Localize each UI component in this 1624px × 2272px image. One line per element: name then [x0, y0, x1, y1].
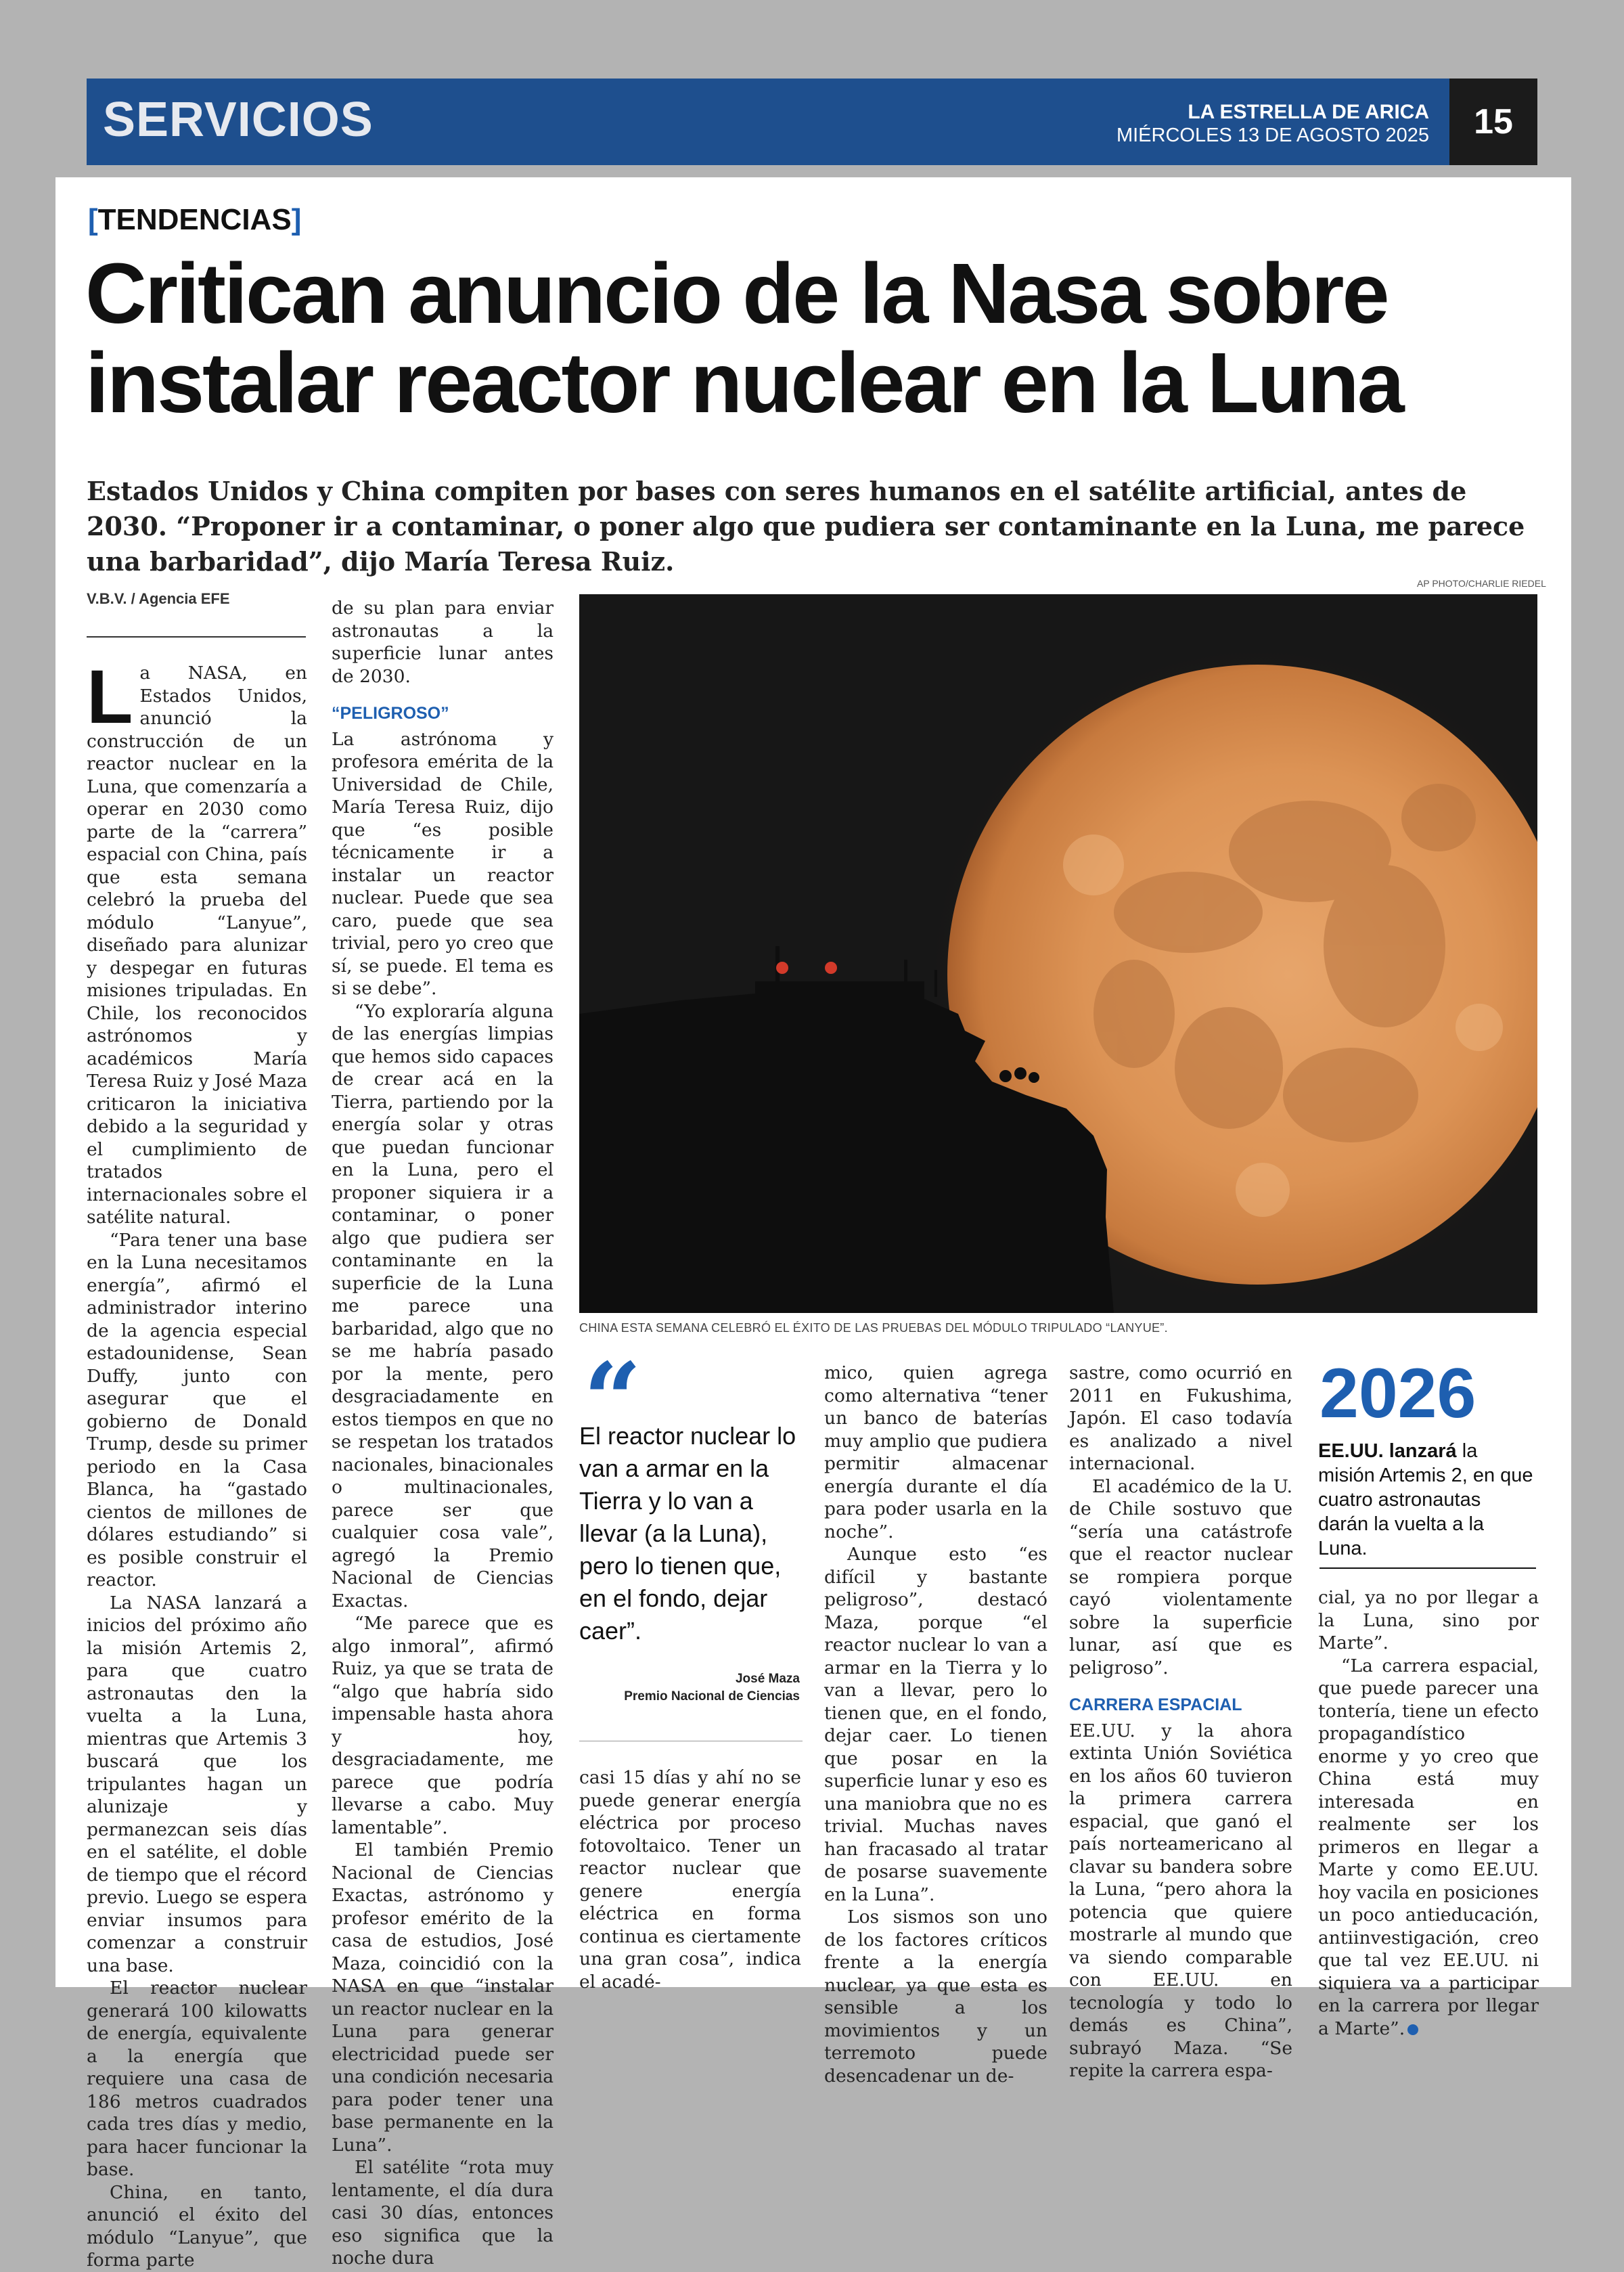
- kicker-label: TENDENCIAS: [97, 203, 292, 236]
- paragraph: Aunque esto “es difícil y bastante peligroso”, destacó Maza, porque “el reactor nuclear lo van a armar en la Tierra y lo van a llevar, pero lo tienen que, en el fondo, dejar caer. Lo tienen que posar en la superficie lunar y eso es una maniobra que no es trivial. Muchas naves han fracasado al tratar de posarse suavemente en la Luna”.: [824, 1544, 1047, 1905]
- newspaper-name: LA ESTRELLA DE ARICA: [1188, 101, 1429, 123]
- byline-divider: [87, 636, 306, 638]
- beacon-light: [776, 962, 788, 974]
- beacon-light: [825, 962, 837, 974]
- paragraph: La astrónoma y profesora emérita de la Universidad de Chile, María Teresa Ruiz, dijo que “es posible técnicamente ir a instalar un reactor nuclear. Puede que sea caro, puede que sea trivial, pero yo creo que sí, se puede. El tema es si se debe”.: [332, 728, 554, 999]
- paragraph: “Yo exploraría alguna de las energías limpias que hemos sido capaces de crear acá en la Tierra, partiendo por la energía solar y otras que puedan funcionar en la Luna, pero el proponer siquiera ir a contaminar, o poner algo que pudiera ser contaminante en la superficie de la Luna me parece una barbaridad, algo que no se me habría pasado por la mente, pero desgraciadamente en estos tiempos en que no se respetan los tratados nacionales, binacionales o multinacionales, parece ser que cualquier cosa vale”, agregó la Premio Nacional de Ciencias Exactas.: [332, 1000, 554, 1611]
- subheading-peligroso: “PELIGROSO”: [332, 704, 449, 723]
- lede: Estados Unidos y China compiten por bases con seres humanos en el satélite artificial, antes de 2030. “Proponer ir a contaminar, o poner algo que pudiera ser contaminante en la Luna, me parece una barbaridad”, dijo María Teresa Ruiz.: [87, 476, 1525, 577]
- pull-quote: El reactor nuclear lo van a armar en la Tierra y lo van a llevar (a la Luna), pero lo tienen que, en el fondo, dejar caer”.: [579, 1422, 796, 1645]
- paragraph: “Me parece que es algo inmoral”, afirmó Ruiz, ya que se trata de “algo que habría sido impensable hasta ahora y hoy, desgraciadamente, me parece que podría llevarse a cabo. Muy lamentable”.: [332, 1613, 554, 1838]
- photo-caption: CHINA ESTA SEMANA CELEBRÓ EL ÉXITO DE LAS PRUEBAS DEL MÓDULO TRIPULADO “LANYUE”.: [579, 1321, 1168, 1335]
- quote-author-role: Premio Nacional de Ciencias: [624, 1689, 800, 1703]
- paragraph: El reactor nuclear generará 100 kilowatts de energía, equivalente a la energía que requiere una casa de 186 metros cuadrados cada tres días y medio, para hacer funcionar la base.: [87, 1978, 307, 2180]
- paragraph: casi 15 días y ahí no se puede generar energía eléctrica por proceso fotovoltaico. Tener un reactor nuclear que genere energía eléctrica en forma continua es ciertamente una gran cosa”, indica el acadé-: [579, 1767, 801, 1992]
- paragraph: “La carrera espacial, que puede parecer una tontería, tiene un efecto propagandístico enorme y yo creo que China está muy interesada en realmente ser los primeros en llegar a Marte y como EE.UU. hoy vacila en posiciones un poco antieducación, antiinvestigación, creo que tal vez EE.UU. ni siquiera va a participar en la carrera por llegar a Marte”.: [1318, 1655, 1539, 2039]
- paragraph: sastre, como ocurrió en 2011 en Fukushima, Japón. El caso todavía es analizado a nivel internacional.: [1069, 1362, 1292, 1474]
- paragraph: El satélite “rota muy lentamente, el día dura casi 30 días, entonces eso significa que la noche dura: [332, 2157, 554, 2269]
- subheading-carrera-espacial: CARRERA ESPACIAL: [1069, 1695, 1242, 1714]
- end-mark-icon: [1407, 2024, 1418, 2035]
- byline: V.B.V. / Agencia EFE: [87, 590, 230, 607]
- paragraph: La NASA lanzará a inicios del próximo año la misión Artemis 2, para que cuatro astronautas den la vuelta a la Luna, mientras que Artemis 3 buscará que los tripulantes hagan un alunizaje y permanezcan seis días en el satélite, el doble de tiempo que el récord previo. Luego se espera enviar insumos para comenzar a construir una base.: [87, 1592, 307, 1976]
- paragraph: cial, ya no por llegar a la Luna, sino por Marte”.: [1318, 1587, 1539, 1653]
- paragraph: El académico de la U. de Chile sostuvo que “sería una catástrofe que el reactor nuclear se rompiera porque cayó violentamente sobre la superficie lunar, así que es peligroso”.: [1069, 1475, 1292, 1678]
- highlight-divider: [1320, 1567, 1536, 1569]
- paragraph: “Para tener una base en la Luna necesitamos energía”, afirmó el administrador interino de la agencia especial estadounidense, Sean Duffy, junto con asegurar que el gobierno de Donald Trump, desde su primer periodo en la Casa Blanca, ha “gastado cientos de millones de dólares estudiando” si es posible construir el reactor.: [87, 1229, 307, 1590]
- page-number: 15: [1449, 79, 1537, 165]
- paragraph: China, en tanto, anunció el éxito del módulo “Lanyue”, que forma parte: [87, 2181, 307, 2271]
- drop-cap: L: [87, 654, 133, 739]
- highlight-text: EE.UU. lanzará la misión Artemis 2, en que cuatro astronautas darán la vuelta a la Luna.: [1318, 1440, 1533, 1559]
- section-title: SERVICIOS: [103, 93, 374, 147]
- highlight-year: 2026: [1320, 1354, 1476, 1433]
- person-silhouette: [1029, 1072, 1039, 1083]
- issue-date: MIÉRCOLES 13 DE AGOSTO 2025: [1116, 125, 1429, 146]
- person-silhouette: [1014, 1067, 1027, 1079]
- kicker: [TENDENCIAS]: [88, 203, 302, 236]
- column-3: [579, 1766, 801, 1993]
- person-silhouette: [999, 1070, 1012, 1082]
- moon-photo-image: [579, 594, 1537, 1313]
- paragraph: Los sismos son uno de los factores críticos frente a la energía nuclear, ya que esta es sensible a los movimientos y un terremoto puede desencadenar un de-: [824, 1907, 1047, 2087]
- paragraph: EE.UU. y la ahora extinta Unión Soviética en los años 60 tuvieron la primera carrera espacial, que ganó el país norteamericano al clavar su bandera sobre la Luna, “pero ahora la potencia que quiere mostrarle al mundo que va siendo comparable con EE.UU. en tecnología y todo lo demás es China”, subrayó Maza. “Se repite la carrera espa-: [1069, 1720, 1292, 2081]
- moon-photo: [579, 594, 1537, 1313]
- paragraph: El también Premio Nacional de Ciencias Exactas, astrónomo y profesor emérito de la casa de estudios, José Maza, coincidió con la NASA en que “instalar un reactor nuclear en la Luna para generar electricidad puede ser una condición necesaria para poder tener una base permanente en la Luna”.: [332, 1840, 554, 2156]
- paragraph: La NASA, en Estados Unidos, anunció la construcción de un reactor nuclear en la Luna, que comenzaría a operar en 2030 como parte de la “carrera” espacial con China, país que esta semana celebró la prueba del módulo “Lanyue”, diseñado para alunizar y despegar en futuras misiones tripuladas. En Chile, los reconocidos astrónomos y académicos María Teresa Ruiz y José Maza criticaron la iniciativa debido a la seguridad y el cumplimiento de tratados internacionales sobre el satélite natural.: [87, 654, 307, 1228]
- column-5: [1069, 1362, 1292, 2082]
- section-header: [87, 79, 1537, 165]
- column-2: [332, 597, 554, 2270]
- quote-author: José Maza: [735, 1672, 800, 1686]
- column-4: [824, 1362, 1047, 2087]
- paragraph: de su plan para enviar astronautas a la superficie lunar antes de 2030.: [332, 598, 554, 687]
- column-6: [1318, 1586, 1539, 2040]
- quote-mark-icon: “: [583, 1341, 642, 1460]
- headline: Critican anuncio de la Nasa sobre instalar reactor nuclear en la Luna: [85, 246, 1403, 430]
- paragraph: mico, quien agrega como alternativa “tener un banco de baterías muy amplio que pudiera permitir almacenar energía durante el día para poder usarla en la noche”.: [824, 1362, 1047, 1542]
- photo-credit: AP PHOTO/CHARLIE RIEDEL: [1417, 578, 1546, 589]
